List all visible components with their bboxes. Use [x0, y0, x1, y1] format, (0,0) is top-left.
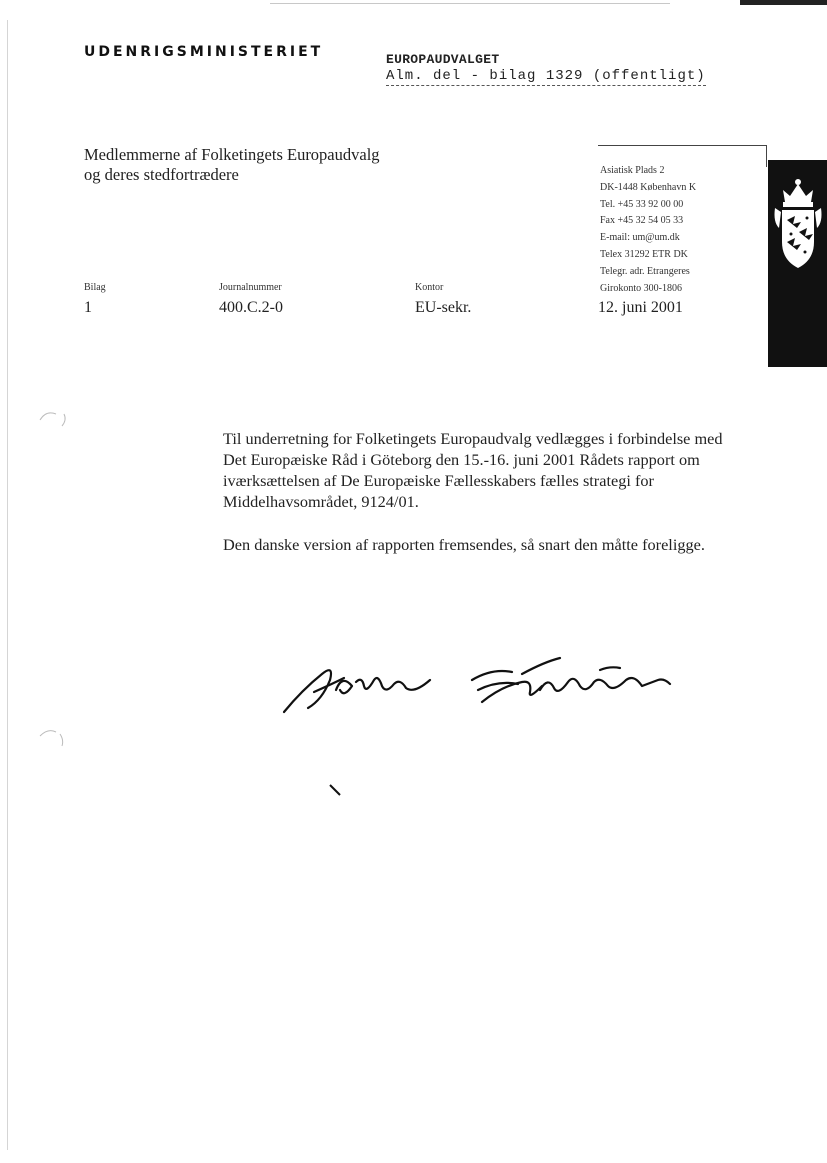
address-email: E-mail: um@um.dk [600, 232, 680, 244]
journal-label: Journalnummer [219, 282, 282, 293]
address-giro: Girokonto 300-1806 [600, 282, 682, 294]
scan-mark [38, 408, 68, 428]
scan-mark [38, 728, 68, 748]
ministry-name: UDENRIGSMINISTERIET [84, 44, 324, 60]
address-divider [766, 145, 767, 167]
body-paragraph: Den danske version af rapporten fremsendes, så snart den måtte foreligge. [223, 535, 705, 554]
letter-date: 12. juni 2001 [598, 299, 683, 316]
address-street: Asiatisk Plads 2 [600, 165, 665, 176]
kontor-value: EU-sekr. [415, 299, 472, 316]
recipient-block [84, 145, 380, 185]
address-telegr: Telegr. adr. Etrangeres [600, 265, 690, 277]
letter-body [223, 428, 743, 555]
bilag-label: Bilag [84, 282, 106, 293]
address-fax: Fax +45 32 54 05 33 [600, 215, 684, 227]
address-tel: Tel. +45 33 92 00 00 [600, 198, 684, 210]
bilag-value: 1 [84, 299, 92, 316]
recipient-line: Medlemmerne af Folketingets Europaudvalg [84, 145, 380, 164]
stamp-committee: EUROPAUDVALGET [386, 52, 500, 67]
royal-crest-icon [773, 172, 823, 272]
address-city: DK-1448 København K [600, 181, 697, 193]
journal-value: 400.C.2-0 [219, 299, 283, 316]
committee-stamp [386, 52, 706, 86]
address-divider [598, 145, 767, 146]
kontor-label: Kontor [415, 282, 444, 293]
address-telex: Telex 31292 ETR DK [600, 248, 688, 260]
pen-mark [328, 783, 342, 797]
scan-top-edge [270, 0, 827, 6]
body-paragraph: Til underretning for Folketingets Europaudvalg vedlægges i forbindelse med Det Europæiske Råd i Göteborg den 15.-16. juni 2001 Rådets rapport om iværksættelsen af De Europæiske Fællesskabers fælles strategi for Middelhavsområdet, 9124/01. [223, 429, 723, 511]
recipient-line: og deres stedfortrædere [84, 165, 239, 184]
scan-left-edge [7, 20, 8, 1150]
stamp-reference: Alm. del - bilag 1329 (offentligt) [386, 68, 706, 84]
handwritten-signature [282, 650, 672, 720]
address-block [600, 163, 696, 297]
